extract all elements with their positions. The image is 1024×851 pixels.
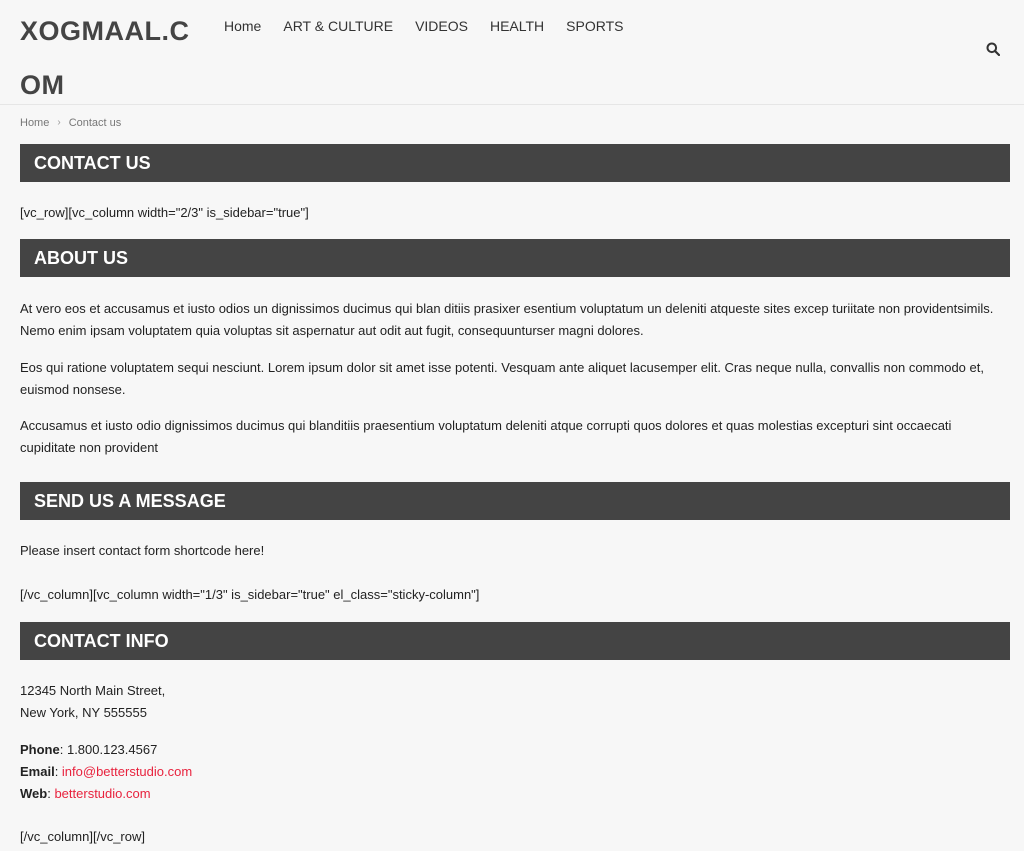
section-heading-contact-info: CONTACT INFO (20, 622, 1010, 660)
address-line-1: 12345 North Main Street, (20, 683, 166, 698)
breadcrumb-separator-icon: › (57, 117, 61, 128)
breadcrumb (20, 115, 121, 131)
web-label: Web (20, 786, 48, 801)
contact-form-placeholder: Please insert contact form shortcode here! (20, 543, 265, 558)
main-nav (224, 15, 645, 37)
address-line-2: New York, NY 555555 (20, 705, 147, 720)
nav-item-home[interactable]: Home (224, 18, 262, 34)
contact-address (20, 680, 1010, 724)
web-row (20, 783, 1010, 805)
nav-item-health[interactable]: HEALTH (489, 18, 545, 34)
site-logo[interactable]: XOGMAAL.COM (20, 16, 190, 100)
web-link[interactable]: betterstudio.com (54, 786, 151, 801)
search-icon[interactable] (986, 42, 1002, 58)
email-separator: : (54, 764, 62, 779)
phone-label: Phone (20, 742, 60, 757)
about-paragraph-3: Accusamus et iusto odio dignissimos ducimus qui blanditiis praesentium voluptatum deleniti atque corrupti quos dolores et quas molestias excepturi sint occaecati cupiditate non provident (20, 418, 952, 455)
section-heading-contact-us: CONTACT US (20, 144, 1010, 182)
search-icon-glyph (986, 42, 1000, 56)
email-link[interactable]: info@betterstudio.com (61, 764, 193, 779)
shortcode-column-mid: [/vc_column][vc_column width="1/3" is_sidebar="true" el_class="sticky-column"] (20, 587, 480, 602)
nav-item-videos[interactable]: VIDEOS (415, 18, 468, 34)
contact-details (20, 739, 1010, 805)
web-separator: : (47, 786, 55, 801)
about-paragraph-1: At vero eos et accusamus et iusto odios un dignissimos ducimus qui blan ditiis prasixer esentium voluptatum un deleniti atqueste sites excep turiitate non providentsimils. Nemo enim ipsam voluptatem quia voluptas sit aspernatur aut odit aut fugit, consequunturser magni dolores. (20, 301, 994, 338)
about-paragraph-2: Eos qui ratione voluptatem sequi nesciunt. Lorem ipsum dolor sit amet isse potenti. Vesquam ante aliquet lacusemper elit. Cras neque nulla, convallis non commodo et, euismod nonsese. (20, 360, 984, 397)
shortcode-row-close: [/vc_column][/vc_row] (20, 829, 145, 844)
breadcrumb-home[interactable]: Home (20, 117, 50, 129)
shortcode-row-open: [vc_row][vc_column width="2/3" is_sidebar="true"] (20, 205, 309, 220)
breadcrumb-current: Contact us (68, 117, 122, 129)
section-heading-about-us: ABOUT US (20, 239, 1010, 277)
section-heading-send-message: SEND US A MESSAGE (20, 482, 1010, 520)
phone-value: : 1.800.123.4567 (59, 742, 158, 757)
email-row (20, 761, 1010, 783)
phone-row (20, 739, 1010, 761)
nav-item-sports[interactable]: SPORTS (566, 18, 624, 34)
nav-item-art-culture[interactable]: ART & CULTURE (283, 18, 394, 34)
site-header (0, 0, 1024, 105)
email-label: Email (20, 764, 55, 779)
